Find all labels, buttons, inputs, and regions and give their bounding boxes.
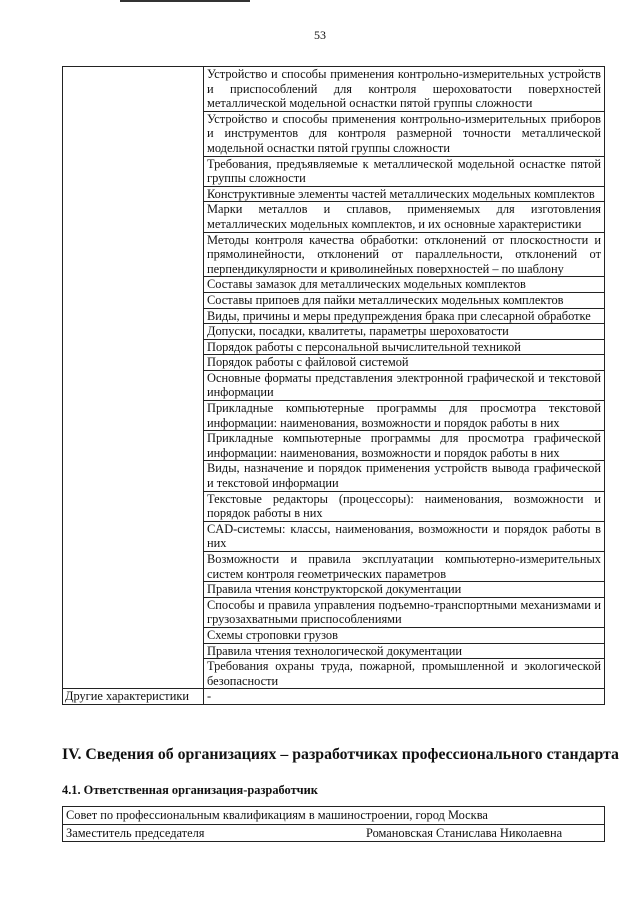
knowledge-row <box>63 186 605 202</box>
knowledge-item: Конструктивные элементы частей металлических модельных комплектов <box>204 186 605 202</box>
row-label-empty <box>63 491 204 521</box>
knowledge-row <box>63 324 605 340</box>
knowledge-row <box>63 627 605 643</box>
signatory-name: Романовская Станислава Николаевна <box>366 825 563 840</box>
knowledge-item: Устройство и способы применения контрольно-измерительных приборов и инструментов для контроля размерной точности металлической модельной оснастки пятой группы сложности <box>204 111 605 156</box>
knowledge-item: Виды, причины и меры предупреждения брака при слесарной обработке <box>204 308 605 324</box>
knowledge-row <box>63 597 605 627</box>
knowledge-row <box>63 156 605 186</box>
row-label-empty <box>63 67 204 112</box>
row-label-empty <box>63 355 204 371</box>
knowledge-item: Текстовые редакторы (процессоры): наименования, возможности и порядок работы в них <box>204 491 605 521</box>
knowledge-item: Прикладные компьютерные программы для просмотра текстовой информации: наименования, возможности и порядок работы в них <box>204 401 605 431</box>
row-label-empty <box>63 324 204 340</box>
knowledge-row <box>63 67 605 112</box>
row-label-empty <box>63 111 204 156</box>
knowledge-item: Порядок работы с файловой системой <box>204 355 605 371</box>
subsection-heading: 4.1. Ответственная организация-разработчик <box>62 783 318 797</box>
knowledge-item: CAD-системы: классы, наименования, возможности и порядок работы в них <box>204 521 605 551</box>
row-label-empty <box>63 308 204 324</box>
knowledge-item: Схемы строповки грузов <box>204 627 605 643</box>
knowledge-item: Правила чтения технологической документации <box>204 643 605 659</box>
knowledge-row <box>63 401 605 431</box>
knowledge-row <box>63 370 605 400</box>
knowledge-item: Способы и правила управления подъемно-транспортными механизмами и грузозахватными приспособлениями <box>204 597 605 627</box>
knowledge-row <box>63 582 605 598</box>
row-label-empty <box>63 156 204 186</box>
knowledge-row <box>63 552 605 582</box>
row-label-empty <box>63 370 204 400</box>
other-characteristics-value: - <box>204 689 605 705</box>
knowledge-row <box>63 292 605 308</box>
knowledge-item: Требования охраны труда, пожарной, промышленной и экологической безопасности <box>204 659 605 689</box>
row-label-empty <box>63 521 204 551</box>
knowledge-row <box>63 277 605 293</box>
knowledge-row <box>63 202 605 232</box>
knowledge-row <box>63 659 605 689</box>
knowledge-row <box>63 308 605 324</box>
knowledge-row <box>63 521 605 551</box>
row-label-empty <box>63 186 204 202</box>
other-characteristics-label: Другие характеристики <box>63 689 204 705</box>
knowledge-item: Марки металлов и сплавов, применяемых для изготовления металлических модельных комплектов, и их основные характеристики <box>204 202 605 232</box>
row-label-empty <box>63 627 204 643</box>
organization-signatory-row <box>63 824 605 842</box>
knowledge-item: Допуски, посадки, квалитеты, параметры шероховатости <box>204 324 605 340</box>
row-label-empty <box>63 202 204 232</box>
knowledge-row <box>63 491 605 521</box>
knowledge-item: Основные форматы представления электронной графической и текстовой информации <box>204 370 605 400</box>
row-label-empty <box>63 431 204 461</box>
section-heading: IV. Сведения об организациях – разработчиках профессионального стандарта <box>62 746 619 763</box>
signatory-role: Заместитель председателя <box>66 825 205 840</box>
organization-table <box>62 806 605 842</box>
row-label-empty <box>63 582 204 598</box>
knowledge-item: Методы контроля качества обработки: отклонений от плоскостности и прямолинейности, отклонений от параллельности, отклонений от перпендикулярности и криволинейных поверхностей – по шаблону <box>204 232 605 277</box>
row-label-empty <box>63 643 204 659</box>
knowledge-item: Составы припоев для пайки металлических модельных комплектов <box>204 292 605 308</box>
scan-artifact-line <box>120 0 250 2</box>
row-label-empty <box>63 277 204 293</box>
row-label-empty <box>63 232 204 277</box>
other-characteristics-row <box>63 689 605 705</box>
knowledge-item: Устройство и способы применения контрольно-измерительных устройств и приспособлений для контроля шероховатости поверхностей металлической модельной оснастки пятой группы сложности <box>204 67 605 112</box>
knowledge-row <box>63 339 605 355</box>
knowledge-item: Виды, назначение и порядок применения устройств вывода графической и текстовой информации <box>204 461 605 491</box>
knowledge-item: Прикладные компьютерные программы для просмотра графической информации: наименования, возможности и порядок работы в них <box>204 431 605 461</box>
knowledge-row <box>63 461 605 491</box>
knowledge-row <box>63 643 605 659</box>
knowledge-item: Возможности и правила эксплуатации компьютерно-измерительных систем контроля геометрических параметров <box>204 552 605 582</box>
row-label-empty <box>63 339 204 355</box>
row-label-empty <box>63 659 204 689</box>
page-number: 53 <box>314 28 326 42</box>
organization-name: Совет по профессиональным квалификациям в машиностроении, город Москва <box>63 807 605 825</box>
row-label-empty <box>63 552 204 582</box>
organization-name-row <box>63 807 605 825</box>
row-label-empty <box>63 401 204 431</box>
row-label-empty <box>63 292 204 308</box>
knowledge-table <box>62 66 605 705</box>
row-label-empty <box>63 461 204 491</box>
knowledge-row <box>63 232 605 277</box>
knowledge-item: Порядок работы с персональной вычислительной техникой <box>204 339 605 355</box>
knowledge-row <box>63 111 605 156</box>
knowledge-row <box>63 431 605 461</box>
knowledge-item: Правила чтения конструкторской документации <box>204 582 605 598</box>
knowledge-item: Составы замазок для металлических модельных комплектов <box>204 277 605 293</box>
row-label-empty <box>63 597 204 627</box>
knowledge-row <box>63 355 605 371</box>
knowledge-item: Требования, предъявляемые к металлической модельной оснастке пятой группы сложности <box>204 156 605 186</box>
